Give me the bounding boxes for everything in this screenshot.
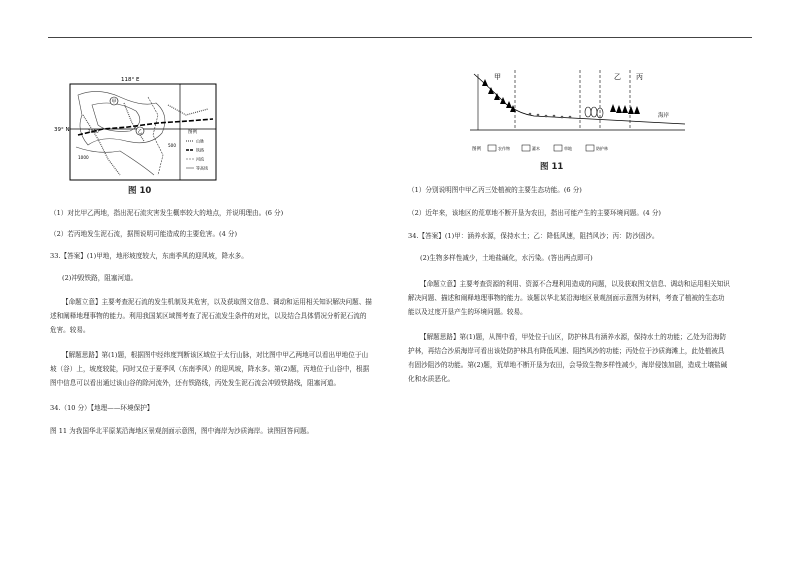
forest-trees	[482, 79, 640, 114]
right-answer-34-1: 34.【答案】(1)甲：涵养水源，保持水土；乙：降低风速，阻挡风沙；丙：防沙固沙。	[408, 232, 659, 240]
figure-10-map	[54, 75, 218, 187]
right-q1: （1）分别说明图中甲乙丙三处植被的主要生态功能。(6 分)	[408, 186, 582, 194]
contour-line	[92, 103, 140, 131]
left-ideas-line-3: 危害。较易。	[50, 326, 90, 334]
left-q2: （2）若丙地发生泥石流，据图说明可能造成的主要危害。(4 分)	[50, 230, 238, 238]
left-solve-line-3: 图中信息可以看出通过该山谷的除河流外，还有铁路线，丙处发生泥石流会冲毁铁路线，阻塞河道。	[50, 379, 341, 387]
left-solve-line-2: 坡（谷）上，坡度较陡，同时又位于夏季风（东南季风）的迎风坡，降水多。第(2)题，丙地位于山谷中，根据	[50, 365, 370, 373]
right-solve-line-1: 【解题思路】第(1)题，从图中看，甲处位于山区，防护林具有涵养水源，保持水土的功能；乙处为沿海防	[420, 333, 727, 341]
fig11-label-yi: 乙	[614, 73, 621, 81]
left-q1: （1）对比甲乙两地，指出泥石流灾害发生概率较大的地点，并说明理由。(6 分)	[50, 209, 284, 217]
fig10-label-jia: 甲	[111, 99, 117, 105]
figure-11-caption: 图 11	[540, 162, 564, 172]
right-answer-34-2: (2)生物多样性减少，土地盐碱化，水污染。(答出两点即可)	[420, 254, 593, 262]
fig10-contour-500: 500	[168, 143, 176, 148]
fig10-legend-mountain: 山脉	[196, 138, 204, 144]
left-ideas-line-2: 述和阐释地理事物的能力。利用我国某区域图考查了泥石流发生条件的对比，以及结合具体情况分析泥石流的	[50, 312, 367, 320]
right-ideas-line-2: 解决问题、描述和阐释地理事物的能力。该题以华北某沿海地区景观剖面示意图为材料，考查了植被的生态功	[408, 294, 725, 302]
mountain-range	[168, 105, 208, 115]
fig10-legend-railway: 铁路	[196, 147, 204, 153]
mountain-range	[124, 103, 144, 141]
fig10-contour-1000b: 1000	[88, 129, 99, 134]
right-ideas-line-3: 能以及过度开垦产生的环境问题。较易。	[408, 308, 527, 316]
figure-10-caption: 图 10	[128, 186, 152, 196]
fig11-label-jia: 甲	[494, 73, 501, 81]
right-solve-line-4: 化和水质恶化。	[408, 375, 455, 383]
fig11-legend-forest: 防护林	[596, 146, 608, 151]
left-q34-intro: 图 11 为我国华北平原某沿海地区景观剖面示意图，图中海岸为沙质海岸。读图回答问题。	[50, 427, 314, 435]
left-answer-33-2: (2)冲毁铁路，阻塞河道。	[62, 274, 138, 282]
fig10-legend-title: 图例	[188, 130, 197, 135]
fig11-legend-crops: 农作物	[498, 146, 510, 151]
river-line	[148, 97, 163, 175]
fig11-label-bing: 丙	[636, 73, 643, 81]
right-solve-line-3: 有固沙阻沙的功能。第(2)题，荒草地不断开垦为农田，会导致生物多样性减少，海岸侵蚀加剧，造成土壤盐碱	[408, 361, 728, 369]
fig11-legend-shrub: 灌木	[532, 146, 540, 151]
fig10-label-yi: 乙	[137, 129, 143, 135]
fig10-legend-contour: 等高线	[196, 165, 208, 171]
contour-line	[76, 147, 154, 175]
fig10-longitude: 118° E	[121, 77, 140, 83]
fig11-legend-grass: 草地	[564, 146, 572, 151]
left-ideas-line-1: 【命题立意】主要考查泥石流的发生机制及其危害，以及获取图文信息、调动和运用相关知识解决问题、描	[62, 298, 372, 306]
fig10-legend-river: 河流	[196, 156, 204, 162]
contour-line	[78, 91, 165, 145]
fig11-label-coast: 海岸	[658, 113, 670, 119]
right-ideas-line-1: 【命题立意】主要考查资源的利用、资源不合理利用造成的问题，以及获取图文信息、调动和运用相关知识	[420, 280, 730, 288]
mountain-range	[83, 115, 120, 175]
fig10-contour-1000a: 1000	[78, 155, 89, 160]
figure-11-profile	[470, 68, 700, 158]
right-q2: （2）近年来，该地区的荒草地不断开垦为农田，指出可能产生的主要环境问题。(4 分)	[408, 209, 662, 217]
left-q34-head: 34.（10 分）【地理——环境保护】	[50, 404, 154, 412]
header-rule	[48, 37, 752, 38]
right-solve-line-2: 护林，再结合沙质海岸可看出该处防护林具有降低风速、阻挡风沙的功能；丙处位于沙质海滩上，此处植被具	[408, 347, 725, 355]
left-solve-line-1: 【解题思路】第(1)题，根据图中经纬度判断该区域位于太行山脉，对比图中甲乙两地可以看出甲地位于山	[62, 351, 369, 359]
terrain-line	[474, 74, 685, 124]
fig11-legend-title: 图例	[472, 147, 481, 152]
fig10-latitude: 39° N	[54, 127, 70, 133]
left-answer-33-1: 33.【答案】(1)甲地，地形坡度较大，东南季风的迎风坡，降水多。	[50, 252, 248, 260]
